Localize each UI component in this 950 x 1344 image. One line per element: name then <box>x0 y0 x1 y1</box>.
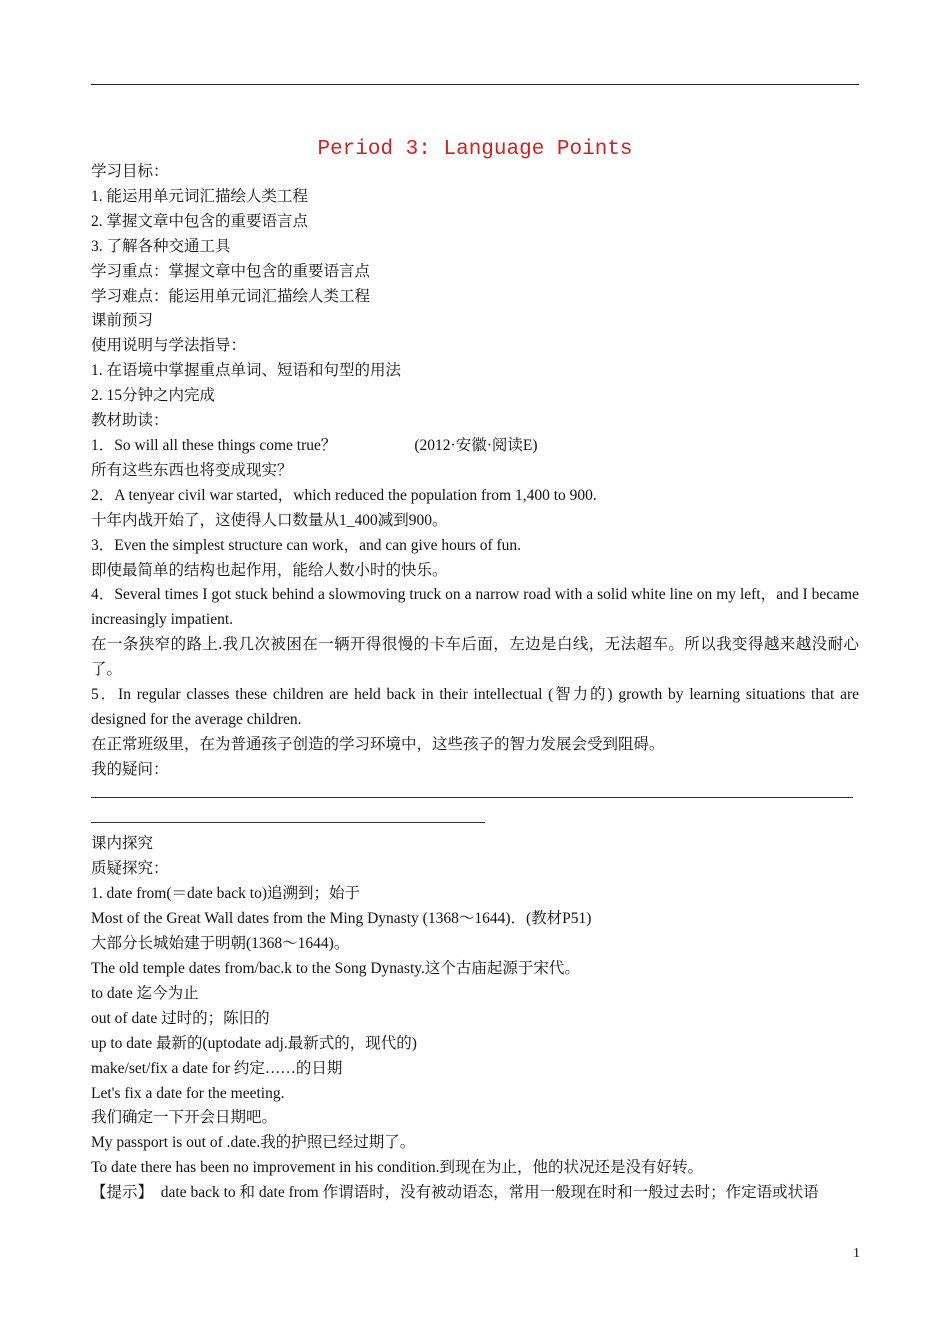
text-line: 所有这些东西也将变成现实？ <box>91 461 293 479</box>
text-line: 学习目标： <box>91 163 169 180</box>
text-line: 十年内战开始了，这使得人口数量从1_400减到900。 <box>91 511 448 529</box>
text-line: 2. 15分钟之内完成 <box>91 387 216 405</box>
sentence-1: 1．So will all these things come true？ <box>91 436 337 454</box>
text-line: 3. 了解各种交通工具 <box>91 237 231 255</box>
text-line: up to date 最新的(uptodate adj.最新式的，现代的) <box>91 1034 417 1052</box>
text-paragraph: 5．In regular classes these children are held back in their intellectual (智力的) growth by learning situations that are designed for the average children. <box>91 686 859 728</box>
source-citation: (2012·安徽·阅读E) <box>414 436 538 454</box>
text-line: 学习重点：掌握文章中包含的重要语言点 <box>91 262 371 280</box>
text-line: My passport is out of .date.我的护照已经过期了。 <box>91 1134 416 1152</box>
text-line: 课前预习 <box>91 312 154 330</box>
text-line: The old temple dates from/bac.k to the Song Dynasty.这个古庙起源于宋代。 <box>91 959 580 977</box>
text-line: 我们确定一下开会日期吧。 <box>91 1109 278 1127</box>
text-line: 1. 在语境中掌握重点单词、短语和句型的用法 <box>91 362 402 380</box>
header-rule <box>91 84 859 85</box>
text-line: 课内探究 <box>91 835 154 853</box>
text-line: out of date 过时的；陈旧的 <box>91 1009 270 1027</box>
text-line: 1. date from(＝date back to)追溯到；始于 <box>91 885 361 903</box>
text-line: make/set/fix a date for 约定……的日期 <box>91 1059 343 1077</box>
text-line: 我的疑问： <box>91 760 169 778</box>
answer-line <box>91 808 859 833</box>
text-line: 教材助读： <box>91 412 169 430</box>
text-line: 质疑探究： <box>91 860 169 878</box>
text-line: 2．A tenyear civil war started，which reduced the population from 1,400 to 900. <box>91 486 597 504</box>
text-paragraph: 在一条狭窄的路上.我几次被困在一辆开得很慢的卡车后面，左边是白线，无法超车。所以我变得越来越没耐心了。 <box>91 636 859 679</box>
page-title: Period 3: Language Points <box>317 138 633 161</box>
text-line <box>91 434 859 459</box>
text-line: 3．Even the simplest structure can work，and can give hours of fun. <box>91 536 522 554</box>
text-paragraph: 4．Several times I got stuck behind a slowmoving truck on a narrow road with a solid white line on my left，and I became increasingly impatient. <box>91 586 859 629</box>
text-line: 2. 掌握文章中包含的重要语言点 <box>91 212 309 230</box>
page-number: 1 <box>853 1246 860 1261</box>
text-line: 1. 能运用单元词汇描绘人类工程 <box>91 187 309 205</box>
text-line: To date there has been no improvement in his condition.到现在为止，他的状况还是没有好转。 <box>91 1159 703 1177</box>
answer-line <box>91 783 859 808</box>
text-line: 即使最简单的结构也起作用，能给人数小时的快乐。 <box>91 561 448 579</box>
text-line: 使用说明与学法指导： <box>91 337 247 355</box>
document-body <box>91 160 859 1206</box>
text-line: Most of the Great Wall dates from the Ming Dynasty (1368～1644)．(教材P51) <box>91 910 592 928</box>
text-line: Let's fix a date for the meeting. <box>91 1084 285 1102</box>
text-line: 大部分长城始建于明朝(1368～1644)。 <box>91 935 350 953</box>
text-line: 学习难点：能运用单元词汇描绘人类工程 <box>91 287 371 305</box>
text-line: 【提示】 date back to 和 date from 作谓语时，没有被动语态，常用一般现在时和一般过去时；作定语或状语 <box>91 1184 819 1202</box>
text-line: 在正常班级里，在为普通孩子创造的学习环境中，这些孩子的智力发展会受到阻碍。 <box>91 735 665 753</box>
text-line: to date 迄今为止 <box>91 984 199 1002</box>
